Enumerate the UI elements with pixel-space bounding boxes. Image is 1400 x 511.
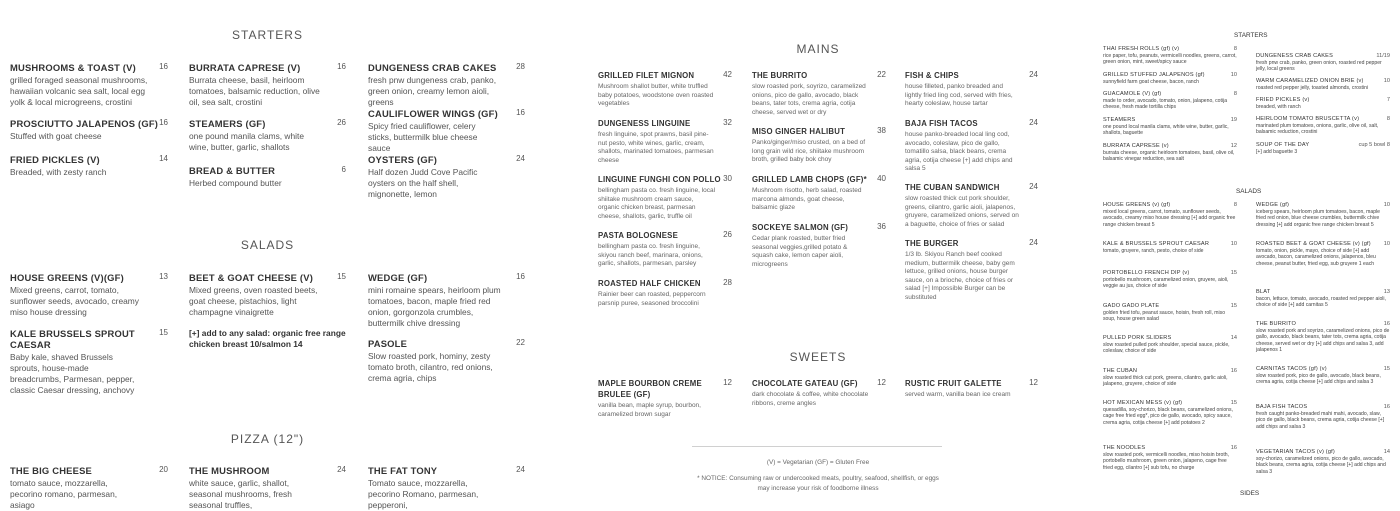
menu-item-wedge [368, 272, 525, 329]
item-desc: served warm, vanilla bean ice cream [905, 391, 1011, 398]
item-name: THE NOODLES [1103, 445, 1146, 451]
salads-heading: SALADS [240, 238, 295, 252]
r-item-gado-gado-plate [1103, 303, 1237, 323]
item-price: cup 5 bowl 8 [1358, 142, 1390, 148]
item-desc: Mushroom risotto, herb salad, roasted marcona almonds, goat cheese, balsamic glaze [752, 187, 862, 211]
item-desc: Tomato sauce, mozzarella, pecorino Romano, parmesan, pepperoni, [368, 478, 479, 510]
item-desc: tomato, onion, pickle, mayo, choice of side [+] add avocado, bacon, caramelized onions, jalapenos, bleu cheese, peanut butter, fried egg, sub gruyere 1 each [1256, 248, 1376, 267]
menu-item-baja-fish-tacos [905, 118, 1038, 174]
menu-item-pasta-bolognese [598, 230, 732, 269]
item-price: 10 [1383, 78, 1390, 84]
menu-item-fried-pickles [10, 154, 168, 178]
item-name: BAJA FISH TACOS [1256, 404, 1308, 410]
item-desc: portobello mushroom, caramelized onion, gruyere, aioli, veggie au jus, choice of side [1103, 277, 1229, 290]
r-item-kale-brussels-caesar [1103, 241, 1237, 254]
menu-item-cauliflower-wings [368, 108, 525, 154]
item-price: 28 [516, 62, 525, 71]
item-desc: Burrata cheese, basil, heirloom tomatoes, balsamic reduction, olive oil, sea salt, crostini [189, 75, 320, 107]
item-desc: slow roasted pork, pico de gallo, avocado, black beans, crema agria, cotija cheese [+] add chips and salsa 3 [1256, 373, 1381, 386]
item-desc: grilled foraged seasonal mushrooms, hawaiian volcanic sea salt, local egg yolk & local microgreens, crostini [10, 75, 148, 107]
item-price: 15 [159, 328, 168, 337]
item-desc: golden fried tofu, peanut sauce, hoisin, fresh roll, miso soup, house green salad [1103, 310, 1226, 323]
item-desc: fresh pnw dungeness crab, panko, green onion, creamy lemon aioli, greens [368, 75, 497, 107]
item-price: 32 [723, 118, 732, 127]
item-desc: slow roasted pork and soyrizo, caramelized onions, pico de gallo, avocado, black beans, tater tots, crema agria, cotija cheese, served wet or dry [+] add chips and salsa 3, add jalapenos 1 [1256, 328, 1390, 353]
menu-item-steamers [189, 118, 346, 153]
pizza-heading: PIZZA (12") [230, 432, 305, 446]
diet-legend: (V) = Vegetarian (GF) = Gluten Free [766, 459, 870, 466]
r-item-steamers [1103, 117, 1237, 137]
menu-item-linguine-funghi [598, 174, 732, 221]
item-price: 42 [723, 70, 732, 79]
item-desc: Slow roasted pork, hominy, zesty tomato broth, cilantro, red onions, crema agria, chips [368, 351, 493, 383]
item-name: WEDGE (GF) [368, 272, 428, 283]
mains-heading: MAINS [796, 42, 840, 56]
item-price: 40 [877, 174, 886, 183]
r-item-pulled-pork-sliders [1103, 335, 1237, 355]
item-price: 19 [1230, 117, 1237, 123]
item-desc: marinated plum tomatoes, onions, garlic, olive oil, salt, balsamic reduction, crostini [1256, 123, 1379, 136]
r-item-guacamole [1103, 91, 1237, 111]
item-price: 10 [1230, 72, 1237, 78]
item-desc: Rainier beer can roasted, peppercorn parsnip puree, seasoned broccolini [598, 291, 706, 307]
item-price: 12 [1230, 143, 1237, 149]
item-price: 38 [877, 126, 886, 135]
item-desc: breaded, with ranch [1256, 104, 1301, 110]
right-salads-heading: SALADS [1236, 188, 1262, 195]
item-desc: Panko/ginger/miso crusted, on a bed of long grain wild rice, shiitake mushroom broth, grilled baby bok choy [752, 139, 866, 163]
item-name: ROASTED HALF CHICKEN [598, 279, 701, 288]
item-name: OYSTERS (GF) [368, 154, 438, 165]
item-price: 20 [159, 465, 168, 474]
menu-item-the-burrito [752, 70, 886, 117]
r-item-house-greens [1103, 202, 1237, 228]
item-name: ROASTED BEET & GOAT CHEESE (v) (gf) [1256, 241, 1371, 247]
item-desc: slow roasted thick cut pork, greens, cilantro, garlic aioli, jalapeno, gruyere, choice of side [1103, 375, 1228, 388]
menu-item-grilled-lamb-chops [752, 174, 886, 213]
menu-item-kale-brussels-caesar [10, 328, 168, 396]
item-desc: one pound manila clams, white wine, butter, garlic, shallots [189, 131, 304, 152]
menu-item-fish-chips [905, 70, 1038, 109]
item-name: FRIED PICKLES (V) [10, 154, 100, 165]
item-price: 11/19 [1376, 53, 1390, 59]
item-name: CHOCOLATE GATEAU (GF) [752, 379, 858, 388]
r-item-carnitas-tacos [1256, 366, 1390, 386]
r-item-hot-mexican-mess [1103, 400, 1237, 426]
item-price: 15 [1230, 303, 1237, 309]
menu-item-house-greens [10, 272, 168, 318]
item-name: SOCKEYE SALMON (GF) [752, 223, 849, 232]
item-price: 22 [877, 70, 886, 79]
r-item-fried-pickles [1256, 97, 1390, 110]
item-price: 10 [1230, 241, 1237, 247]
item-price: 22 [516, 338, 525, 347]
menu-item-oysters [368, 154, 525, 200]
item-price: 15 [1383, 366, 1390, 372]
item-desc: Mushroom shallot butter, white truffled baby potatoes, woodstone oven roasted vegetables [598, 83, 714, 107]
r-item-warm-onion-brie [1256, 78, 1390, 91]
item-name: RUSTIC FRUIT GALETTE [905, 379, 1002, 388]
r-item-wedge [1256, 202, 1390, 228]
r-item-vegetarian-tacos [1256, 449, 1390, 475]
item-price: 8 [1233, 91, 1237, 97]
item-price: 12 [723, 378, 732, 387]
right-starters-heading: STARTERS [1234, 32, 1268, 39]
item-price: 30 [723, 174, 732, 183]
menu-item-bread-butter [189, 165, 346, 189]
item-name: LINGUINE FUNGHI CON POLLO [598, 175, 721, 184]
item-price: 15 [1230, 270, 1237, 276]
item-price: 24 [337, 465, 346, 474]
item-name: THE FAT TONY [368, 465, 438, 476]
item-name: STEAMERS [1103, 117, 1136, 123]
item-price: 14 [159, 154, 168, 163]
item-price: 16 [337, 62, 346, 71]
item-name: THE MUSHROOM [189, 465, 270, 476]
item-name: PULLED PORK SLIDERS [1103, 335, 1172, 341]
item-name: GRILLED FILET MIGNON [598, 71, 695, 80]
item-desc: slow roasted thick cut pork shoulder, greens, cilantro, garlic aioli, jalapenos, gruyere, caramelized onions, served on a baguette, choice of fries or salad [905, 195, 1019, 228]
item-price: 16 [159, 62, 168, 71]
item-desc: bellingham pasta co. fresh linguine, skiyou ranch beef, marinara, onions, garlic, shallots, parmesan, parsley [598, 243, 703, 267]
item-name: DUNGENESS LINGUINE [598, 119, 691, 128]
item-price: 24 [1029, 118, 1038, 127]
item-price: 16 [159, 118, 168, 127]
item-desc: vanilla bean, maple syrup, bourbon, caramelized brown sugar [598, 402, 701, 418]
item-name: HOUSE GREENS (v) (gf) [1103, 202, 1171, 208]
item-price: 16 [1383, 404, 1390, 410]
item-price: 13 [1383, 289, 1390, 295]
item-name: THE BIG CHEESE [10, 465, 92, 476]
item-name: BAJA FISH TACOS [905, 119, 978, 128]
item-name: MISO GINGER HALIBUT [752, 127, 846, 136]
item-desc: house panko-breaded local ling cod, avocado, coleslaw, pico de gallo, tomatillo salsa, black beans, crema agria, cotija cheese [+] add chips and salsa 5 [905, 131, 1013, 172]
item-desc: slow roasted pork, soyrizo, caramelized onions, pico de gallo, avocado, black beans, tater tots, crema agria, cotija cheese, served wet or dry [752, 83, 866, 116]
item-name: KALE BRUSSELS SPROUT CAESAR [10, 328, 135, 350]
item-name: THE BURRITO [752, 71, 808, 80]
item-price: 14 [1230, 335, 1237, 341]
menu-item-cuban-sandwich [905, 182, 1038, 229]
item-price: 15 [337, 272, 346, 281]
r-item-blat [1256, 289, 1390, 309]
item-desc: rice paper, tofu, peanuts, vermicelli noodles, greens, carrot, green onion, mint, sweet/spicy sauce [1103, 53, 1237, 66]
menu-item-sockeye-salmon [752, 222, 886, 269]
item-price: 10 [1383, 241, 1390, 247]
item-price: 26 [337, 118, 346, 127]
item-name: BLAT [1256, 289, 1271, 295]
item-desc: burrata cheese, organic heirloom tomatoes, basil, olive oil, balsamic vinegar reduction, sea salt [1103, 150, 1235, 163]
item-desc: 1/3 lb. Skiyou Ranch beef cooked medium, buttermilk cheese, baby gem lettuce, grilled onions, house burger sauce, on a brioche, choice of fries or salad [+] Impossible Burger can be substituted [905, 251, 1015, 301]
item-name: FISH & CHIPS [905, 71, 959, 80]
item-name: DUNGENESS CRAB CAKES [1256, 53, 1334, 59]
item-name: MUSHROOMS & TOAST (V) [10, 62, 136, 73]
menu-item-the-mushroom [189, 465, 346, 511]
menu-item-the-burger [905, 238, 1038, 302]
item-price: 24 [516, 465, 525, 474]
menu-item-the-big-cheese [10, 465, 168, 511]
item-price: 24 [1029, 70, 1038, 79]
right-sides-heading: SIDES [1240, 490, 1260, 497]
item-name: THE CUBAN [1103, 368, 1138, 374]
item-name: GRILLED STUFFED JALAPENOS (gf) [1103, 72, 1205, 78]
item-price: 24 [1029, 182, 1038, 191]
item-desc: Breaded, with zesty ranch [10, 167, 107, 177]
item-price: 16 [516, 108, 525, 117]
item-desc: Half dozen Judd Cove Pacific oysters on the half shell, mignonette, lemon [368, 167, 478, 199]
item-name: THE BURGER [905, 239, 959, 248]
item-name: PASTA BOLOGNESE [598, 231, 678, 240]
item-name: STEAMERS (GF) [189, 118, 266, 129]
item-desc: slow roasted pork, vermicelli noodles, miso hoisin broth, portobello mushroom, green onion, jalapeno, cage free fried egg, cilantro [+] sub tofu, no charge [1103, 452, 1229, 471]
menu-divider [692, 446, 942, 447]
menu-item-prosciutto-jalapenos [10, 118, 168, 142]
item-name: BEET & GOAT CHEESE (V) [189, 272, 314, 283]
menu-item-the-fat-tony [368, 465, 525, 511]
item-name: PASOLE [368, 338, 408, 349]
item-name: CARNITAS TACOS (gf) (v) [1256, 366, 1327, 372]
item-desc: bellingham pasta co. fresh linguine, local shiitake mushroom cream sauce, organic chicken breast, parmesan cheese, shallots, garlic, truffle oil [598, 187, 716, 220]
r-item-soup-of-the-day [1256, 142, 1390, 155]
r-item-heirloom-bruscetta [1256, 116, 1390, 136]
r-item-grilled-stuffed-jalapenos [1103, 72, 1237, 85]
item-name: HOUSE GREENS (V)(GF) [10, 272, 124, 283]
item-desc: one pound local manila clams, white wine, butter, garlic, shallots, baguette [1103, 124, 1229, 137]
item-desc: fresh caught panko-breaded mahi mahi, avocado, slaw, pico de gallo, black beans, crema agria, cotija cheese [+] add chips and salsa 3 [1256, 411, 1385, 430]
item-price: 12 [1029, 378, 1038, 387]
item-name: KALE & BRUSSELS SPROUT CAESAR [1103, 241, 1210, 247]
menu-item-rustic-fruit-galette [905, 378, 1038, 400]
item-price: 16 [516, 272, 525, 281]
menu-item-burrata-caprese [189, 62, 346, 108]
item-desc: fresh pnw crab, panko, green onion, roasted red pepper jelly, local greens [1256, 60, 1382, 73]
item-name: CAULIFLOWER WINGS (GF) [368, 108, 498, 119]
item-price: 16 [1230, 368, 1237, 374]
item-desc: tomato sauce, mozzarella, pecorino romano, parmesan, asiago [10, 478, 118, 510]
item-desc: Spicy fried cauliflower, celery sticks, buttermilk blue cheese sauce [368, 121, 478, 153]
r-item-roasted-beet-goat-cheese [1256, 241, 1390, 267]
item-name: GUACAMOLE (V) (gf) [1103, 91, 1162, 97]
r-item-the-cuban [1103, 368, 1237, 388]
menu-item-miso-ginger-halibut [752, 126, 886, 165]
menu-item-chocolate-gateau [752, 378, 886, 408]
item-desc: slow roasted pulled pork shoulder, special sauce, pickle, coleslaw, choice of side [1103, 342, 1230, 355]
item-desc: soy-chorizo, caramelized onions, pico de gallo, avocado, black beans, crema agria, cotija cheese [+] add chips and salsa 3 [1256, 456, 1386, 475]
item-name: VEGETARIAN TACOS (v) (gf) [1256, 449, 1335, 455]
item-name: HEIRLOOM TOMATO BRUSCETTA (v) [1256, 116, 1360, 122]
item-desc: dark chocolate & coffee, white chocolate ribbons, creme angles [752, 391, 869, 407]
r-item-burrata-caprese [1103, 143, 1237, 163]
item-price: 8 [1386, 116, 1390, 122]
item-price: 14 [1383, 449, 1390, 455]
item-desc: made to order, avocado, tomato, onion, jalapeno, cotija cheese, fresh made tortilla chips [1103, 98, 1228, 111]
item-desc: fresh linguine, spot prawns, basil pine-nut pesto, white wines, garlic, cream, shallots, marinated tomatoes, parmesan cheese [598, 131, 714, 164]
item-price: 8 [1233, 46, 1237, 52]
menu-item-pasole [368, 338, 525, 384]
menu-item-roasted-half-chicken [598, 278, 732, 308]
item-desc: mixed local greens, carrot, tomato, sunflower seeds, avocado, creamy miso house dressing [+] add organic free range chicken breast 5 [1103, 209, 1236, 228]
item-price: 26 [723, 230, 732, 239]
item-name: BREAD & BUTTER [189, 165, 276, 176]
item-price: 24 [1029, 238, 1038, 247]
item-name: MAPLE BOURBON CREME BRULEE (GF) [598, 379, 702, 399]
item-price: 8 [1233, 202, 1237, 208]
item-price: 16 [1383, 321, 1390, 327]
item-desc: Stuffed with goat cheese [10, 131, 102, 141]
menu-item-dungeness-linguine [598, 118, 732, 165]
item-price: 16 [1230, 445, 1237, 451]
item-name: GADO GADO PLATE [1103, 303, 1160, 309]
item-name: THAI FRESH ROLLS (gf) (v) [1103, 46, 1180, 52]
item-desc: [+] add baguette 3 [1256, 149, 1298, 155]
item-name: BURRATA CAPRESE (v) [1103, 143, 1169, 149]
r-item-dungeness-crab-cakes [1256, 53, 1390, 73]
menu-item-dungeness-crab-cakes [368, 62, 525, 108]
starters-heading: STARTERS [232, 28, 303, 42]
r-item-baja-fish-tacos [1256, 404, 1390, 430]
item-desc: Herbed compound butter [189, 178, 282, 188]
r-item-the-noodles [1103, 445, 1237, 471]
raw-food-notice-line-2: may increase your risk of foodborne illness [757, 485, 879, 492]
item-desc: house filleted, panko breaded and lightly fried ling cod, served with fries, hearty coleslaw, house tartar [905, 83, 1013, 107]
item-desc: sunnyfield farm goat cheese, bacon, ranch [1103, 79, 1199, 85]
item-name: WARM CARAMELIZED ONION BRIE (v) [1256, 78, 1364, 84]
item-name: HOT MEXICAN MESS (v) (gf) [1103, 400, 1183, 406]
item-name: FRIED PICKLES (v) [1256, 97, 1310, 103]
raw-food-notice-line-1: * NOTICE: Consuming raw or undercooked meats, poultry, seafood, shellfish, or eggs [697, 475, 939, 482]
item-price: 15 [1230, 400, 1237, 406]
item-desc: bacon, lettuce, tomato, avocado, roasted red pepper aioli, choice of side [+] add carnitas 5 [1256, 296, 1386, 309]
sweets-heading: SWEETS [789, 350, 847, 364]
item-desc: Mixed greens, carrot, tomato, sunflower seeds, avocado, creamy miso house dressing [10, 285, 139, 317]
item-price: 7 [1386, 97, 1390, 103]
item-name: DUNGENESS CRAB CAKES [368, 62, 497, 73]
item-name: BURRATA CAPRESE (V) [189, 62, 301, 73]
menu-item-beet-goat-cheese [189, 272, 346, 318]
item-desc: tomato, gruyere, ranch, pesto, choice of side [1103, 248, 1204, 254]
item-desc: Baby kale, shaved Brussels sprouts, house-made breadcrumbs, Parmesan, pepper, classic Caesar dressing, anchovy [10, 352, 135, 395]
item-name: PROSCIUTTO JALAPENOS (GF) [10, 118, 159, 129]
salad-addon-note: [+] add to any salad: organic free range chicken breast 10/salmon 14 [189, 328, 346, 349]
item-price: 10 [1383, 202, 1390, 208]
item-name: SOUP OF THE DAY [1256, 142, 1310, 148]
menu-item-creme-brulee [598, 378, 732, 419]
r-item-the-burrito [1256, 321, 1390, 353]
item-name: GRILLED LAMB CHOPS (GF)* [752, 175, 867, 184]
item-price: 36 [877, 222, 886, 231]
item-desc: quesadilla, soy-chorizo, black beans, caramelized onions, cage free fried egg*, pico de gallo, avocado, spicy sauce, crema agria, cotija cheese [+] add potatoes 2 [1103, 407, 1233, 426]
item-price: 28 [723, 278, 732, 287]
r-item-thai-fresh-rolls [1103, 46, 1237, 66]
item-desc: mini romaine spears, heirloom plum tomatoes, bacon, maple fried red onion, gorgonzola crumbles, buttermilk chive dressing [368, 285, 501, 328]
item-price: 13 [159, 272, 168, 281]
item-desc: Mixed greens, oven roasted beets, goat cheese, pistachios, light champagne vinaigrette [189, 285, 318, 317]
item-name: WEDGE (gf) [1256, 202, 1290, 208]
menu-item-grilled-filet-mignon [598, 70, 732, 109]
item-price: 6 [341, 165, 346, 174]
item-price: 24 [516, 154, 525, 163]
item-desc: iceberg spears, heirloom plum tomatoes, bacon, maple fried red onion, blue cheese crumbles, buttermilk chive dressing [+] add organic free range chicken breast 5 [1256, 209, 1381, 228]
item-desc: Cedar plank roasted, butter fried seasonal veggies,grilled potato & squash cake, lemon caper aioli, microgreens [752, 235, 848, 268]
item-price: 12 [877, 378, 886, 387]
item-name: PORTOBELLO FRENCH DIP (v) [1103, 270, 1190, 276]
item-desc: roasted red pepper jelly, toasted almonds, crostini [1256, 85, 1369, 91]
item-desc: white sauce, garlic, shallot, seasonal mushrooms, fresh seasonal truffles, [189, 478, 292, 510]
item-name: THE BURRITO [1256, 321, 1297, 327]
r-item-portobello-french-dip [1103, 270, 1237, 290]
item-name: THE CUBAN SANDWICH [905, 183, 1000, 192]
menu-item-mushrooms-toast [10, 62, 168, 108]
